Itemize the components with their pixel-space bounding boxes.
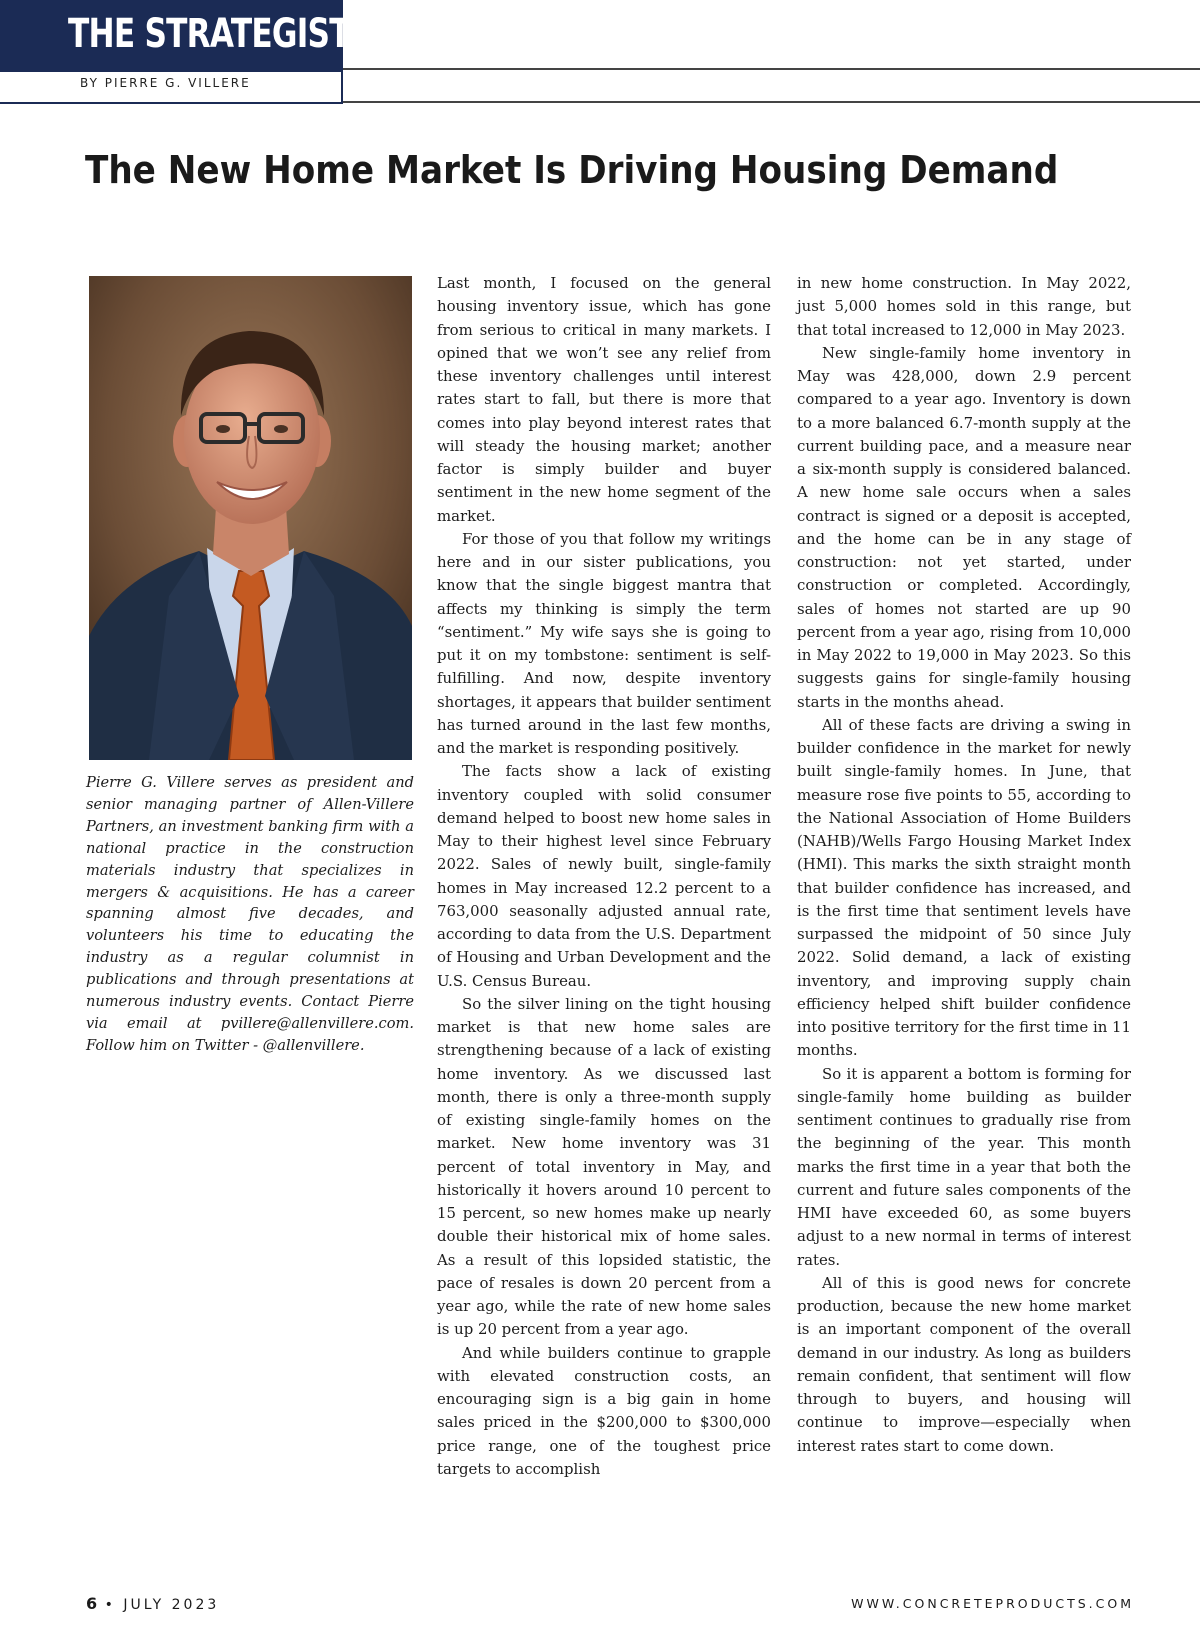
column-title: THE STRATEGIST <box>68 11 350 57</box>
masthead <box>0 0 350 104</box>
paragraph: New single-family home inventory in May was 428,000, down 2.9 percent compared to a year ago. Inventory is down to a more balanced 6.7-month supply at the current building pace, and a measure near a six-month supply is considered balanced. A new home sale occurs when a sales contract is signed or a deposit is accepted, and the home can be in any stage of construction: not yet started, under construction or completed. Accordingly, sales of homes not started are up 90 percent from a year ago, rising from 10,000 in May 2022 to 19,000 in May 2023. So this suggests gains for single-family housing starts in the months ahead. <box>797 343 1131 711</box>
column-byline: BY PIERRE G. VILLERE <box>80 76 251 90</box>
article-headline: The New Home Market Is Driving Housing Demand <box>85 148 1059 192</box>
footer-website: WWW.CONCRETEPRODUCTS.COM <box>851 1596 1134 1611</box>
paragraph: So the silver lining on the tight housing market is that new home sales are strengthening because of a lack of existing home inventory. As we discussed last month, there is only a three-month supply of existing single-family homes on the market. New home inventory was 31 percent of total inventory in May, and historically it hovers around 10 percent to 15 percent, so new homes make up nearly double their historical mix of home sales. As a result of this lopsided statistic, the pace of resales is down 20 percent from a year ago, while the rate of new home sales is up 20 percent from a year ago. <box>437 994 771 1339</box>
header-rule-bottom <box>343 101 1200 103</box>
folio-separator: • <box>104 1597 116 1613</box>
paragraph: Last month, I focused on the general housing inventory issue, which has gone from serious to critical in many markets. I opined that we won’t see any relief from these inventory challenges until interest rates start to fall, but there is more that comes into play beyond interest rates that will steady the housing market; another factor is simply builder and buyer sentiment in the new home segment of the market. <box>437 274 771 525</box>
paragraph: For those of you that follow my writings here and in our sister publications, you know that the single biggest mantra that affects my thinking is simply the term “sentiment.” My wife says she is going to put it on my tombstone: sentiment is self-fulfilling. And now, despite inventory shortages, it appears that builder sentiment has turned around in the last few months, and the market is responding positively. <box>437 529 771 757</box>
page-number: 6 <box>86 1594 98 1613</box>
article-column-1 <box>437 272 771 1481</box>
paragraph: So it is apparent a bottom is forming for single-family home building as builder sentiment continues to gradually rise from the beginning of the year. This month marks the first time in a year that both the current and future sales components of the HMI have exceeded 60, as some buyers adjust to a new normal in terms of interest rates. <box>797 1064 1131 1269</box>
paragraph: in new home construction. In May 2022, just 5,000 homes sold in this range, but that total increased to 12,000 in May 2023. <box>797 274 1131 339</box>
paragraph: The facts show a lack of existing inventory coupled with solid consumer demand helped to boost new home sales in May to their highest level since February 2022. Sales of newly built, single-family homes in May increased 12.2 percent to a 763,000 seasonally adjusted annual rate, according to data from the U.S. Department of Housing and Urban Development and the U.S. Census Bureau. <box>437 762 771 990</box>
article-column-2 <box>797 272 1131 1458</box>
author-bio: Pierre G. Villere serves as president and senior managing partner of Allen-Villere Partners, an investment banking firm with a national practice in the construction materials industry that specializes in mergers & acquisitions. He has a career spanning almost five decades, and volunteers his time to educating the industry as a regular columnist in publications and through presentations at numerous industry events. Contact Pierre via email at pvillere@allenvillere.com. Follow him on Twitter - @allenvillere. <box>86 774 414 1054</box>
paragraph: And while builders continue to grapple with elevated construction costs, an encouraging sign is a big gain in home sales priced in the $200,000 to $300,000 price range, one of the toughest price targets to accomplish <box>437 1343 771 1478</box>
author-portrait <box>89 276 412 760</box>
issue-date: JULY 2023 <box>123 1597 220 1613</box>
footer-folio <box>86 1594 219 1613</box>
paragraph: All of these facts are driving a swing in builder confidence in the market for newly built single-family homes. In June, that measure rose five points to 55, according to the National Association of Home Builders (NAHB)/Wells Fargo Housing Market Index (HMI). This marks the sixth straight month that builder confidence has increased, and is the first time that sentiment levels have surpassed the midpoint of 50 since July 2022. Solid demand, a lack of existing inventory, and improving supply chain efficiency helped shift builder confidence into positive territory for the first time in 11 months. <box>797 715 1131 1060</box>
header-rule-top <box>343 68 1200 70</box>
paragraph: All of this is good news for concrete production, because the new home market is an important component of the overall demand in our industry. As long as builders remain confident, that sentiment will flow through to buyers, and housing will continue to improve—especially when interest rates start to come down. <box>797 1273 1131 1455</box>
